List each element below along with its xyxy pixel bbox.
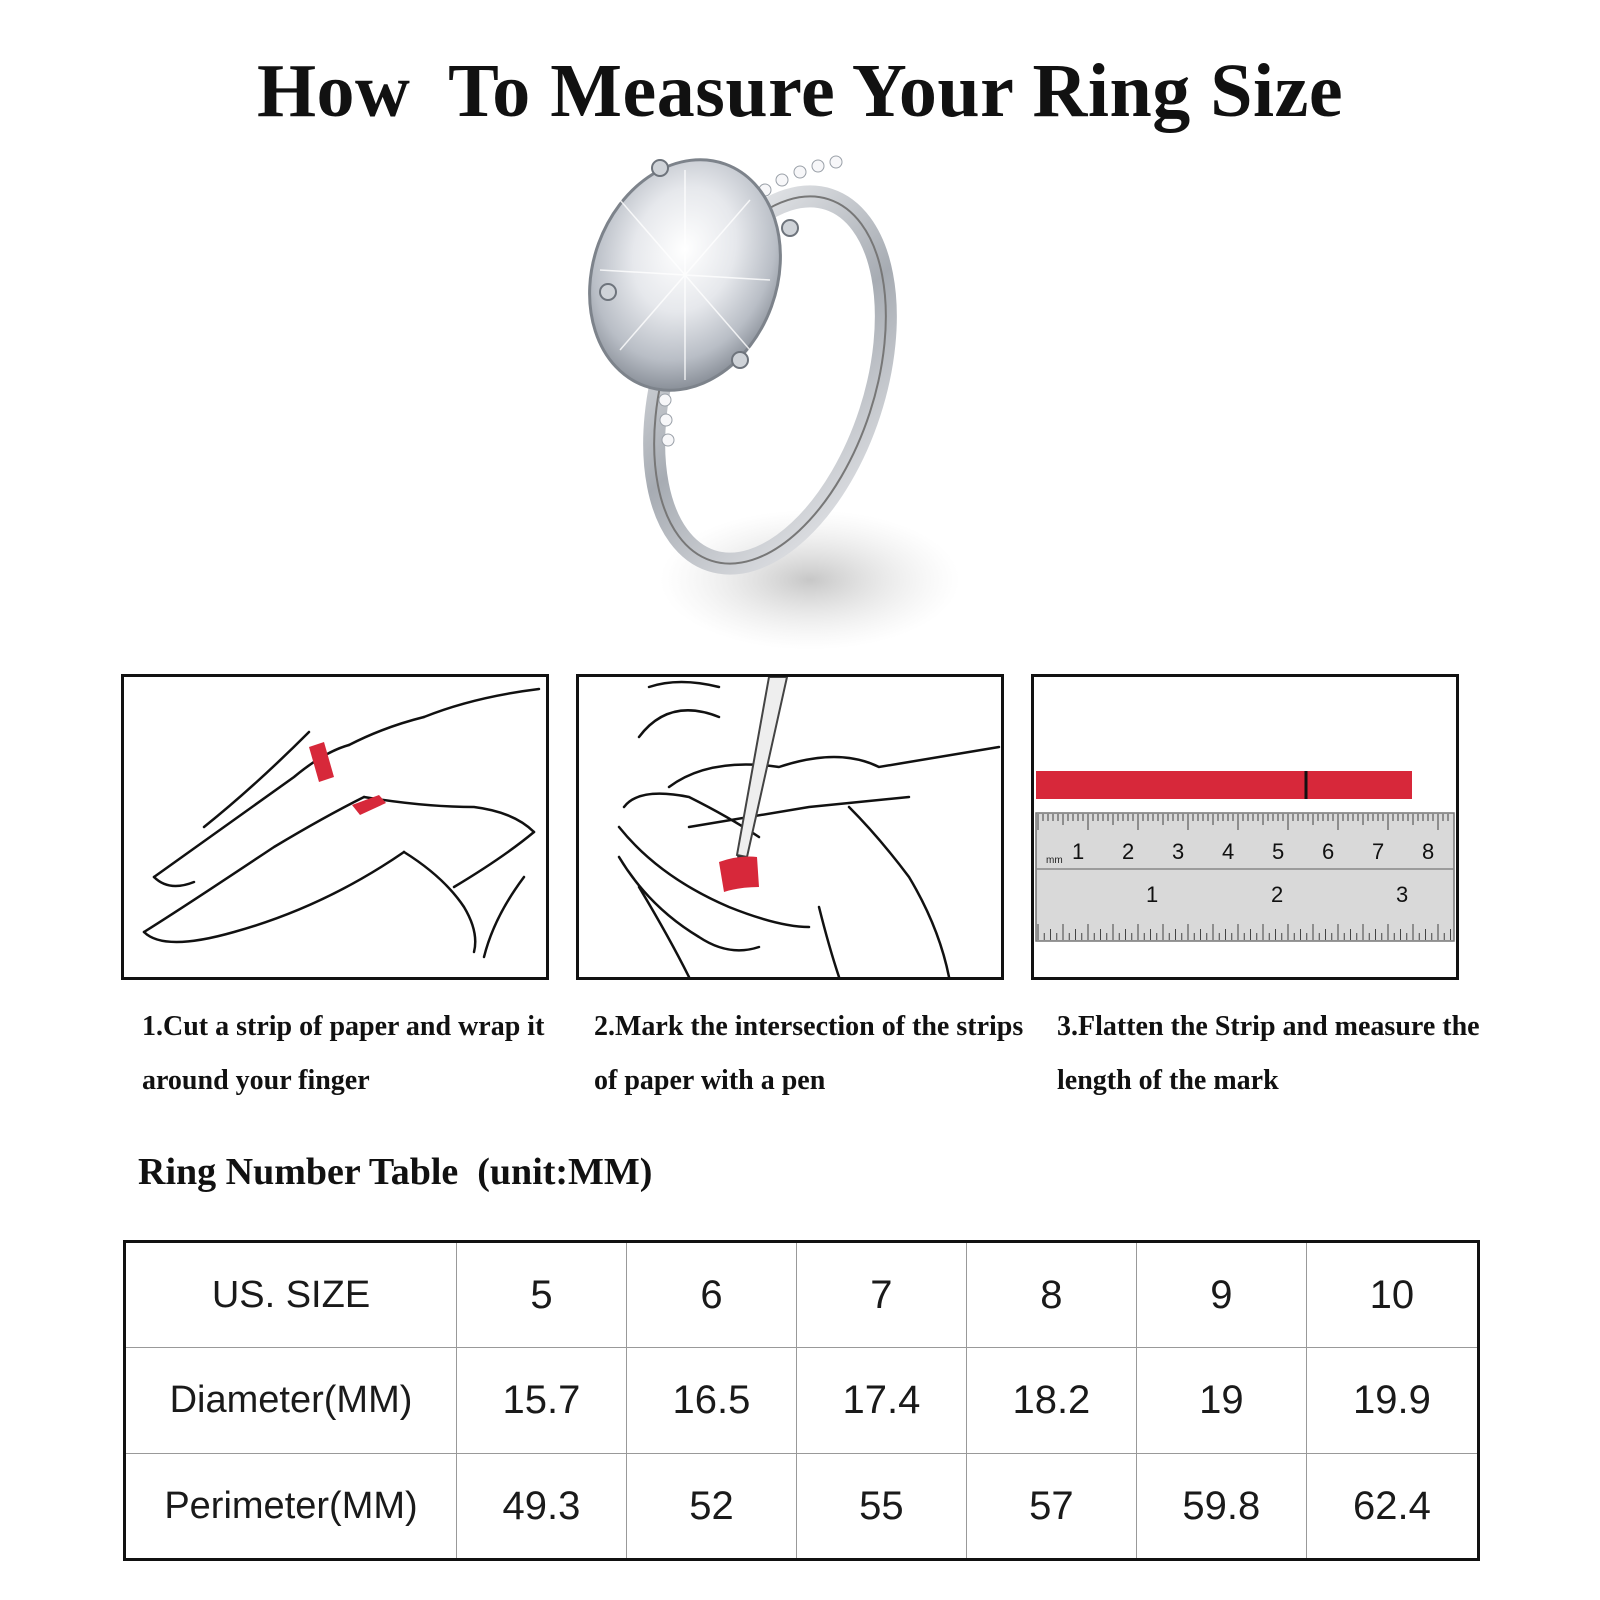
row-label: Diameter(MM): [125, 1348, 457, 1454]
table-cell: 6: [626, 1242, 796, 1348]
row-label: US. SIZE: [125, 1242, 457, 1348]
step3-caption: 3.Flatten the Strip and measure the length of the mark: [1057, 1011, 1480, 1096]
step1-caption: 1.Cut a strip of paper and wrap it around your finger: [142, 1011, 545, 1096]
ruler-bottom-tick-label: 2: [1271, 882, 1284, 907]
ruler-body: [1036, 813, 1454, 941]
ruler-unit-label: mm: [1046, 855, 1063, 866]
ring-size-table: [123, 1240, 1480, 1561]
table-cell: 10: [1306, 1242, 1478, 1348]
paper-strip: [1036, 771, 1412, 799]
ruler-top-tick-label: 4: [1222, 839, 1235, 864]
step2-caption: 2.Mark the intersection of the strips of paper with a pen: [594, 1011, 1024, 1096]
table-cell: 15.7: [457, 1348, 627, 1454]
table-cell: 62.4: [1306, 1454, 1478, 1560]
ring-image: [560, 150, 980, 660]
table-cell: 5: [457, 1242, 627, 1348]
table-cell: 8: [966, 1242, 1136, 1348]
table-cell: 19.9: [1306, 1348, 1478, 1454]
table-cell: 17.4: [796, 1348, 966, 1454]
table-row-us-size: [125, 1242, 1479, 1348]
table-cell: 16.5: [626, 1348, 796, 1454]
table-cell: 57: [966, 1454, 1136, 1560]
table-cell: 59.8: [1136, 1454, 1306, 1560]
ruler-bottom-tick-label: 3: [1396, 882, 1409, 907]
step2-illustration: [576, 674, 1004, 980]
table-cell: 52: [626, 1454, 796, 1560]
ruler-top-tick-label: 7: [1372, 839, 1385, 864]
size-table-title: Ring Number Table (unit:MM): [138, 1151, 653, 1193]
step3-ruler-illustration: [1031, 674, 1459, 980]
table-cell: 18.2: [966, 1348, 1136, 1454]
ruler-top-tick-label: 8: [1422, 839, 1435, 864]
ruler-top-tick-label: 6: [1322, 839, 1335, 864]
table-cell: 49.3: [457, 1454, 627, 1560]
ruler-top-tick-label: 2: [1122, 839, 1135, 864]
ruler-bottom-tick-label: 1: [1146, 882, 1159, 907]
table-cell: 9: [1136, 1242, 1306, 1348]
table-cell: 19: [1136, 1348, 1306, 1454]
table-cell: 7: [796, 1242, 966, 1348]
table-row-diameter: [125, 1348, 1479, 1454]
table-cell: 55: [796, 1454, 966, 1560]
ruler-top-tick-label: 3: [1172, 839, 1185, 864]
table-row-perimeter: [125, 1454, 1479, 1560]
ruler-top-tick-label: 5: [1272, 839, 1285, 864]
step1-illustration: [121, 674, 549, 980]
ruler-top-tick-label: 1: [1072, 839, 1085, 864]
row-label: Perimeter(MM): [125, 1454, 457, 1560]
page-title: How To Measure Your Ring Size: [256, 49, 1344, 133]
